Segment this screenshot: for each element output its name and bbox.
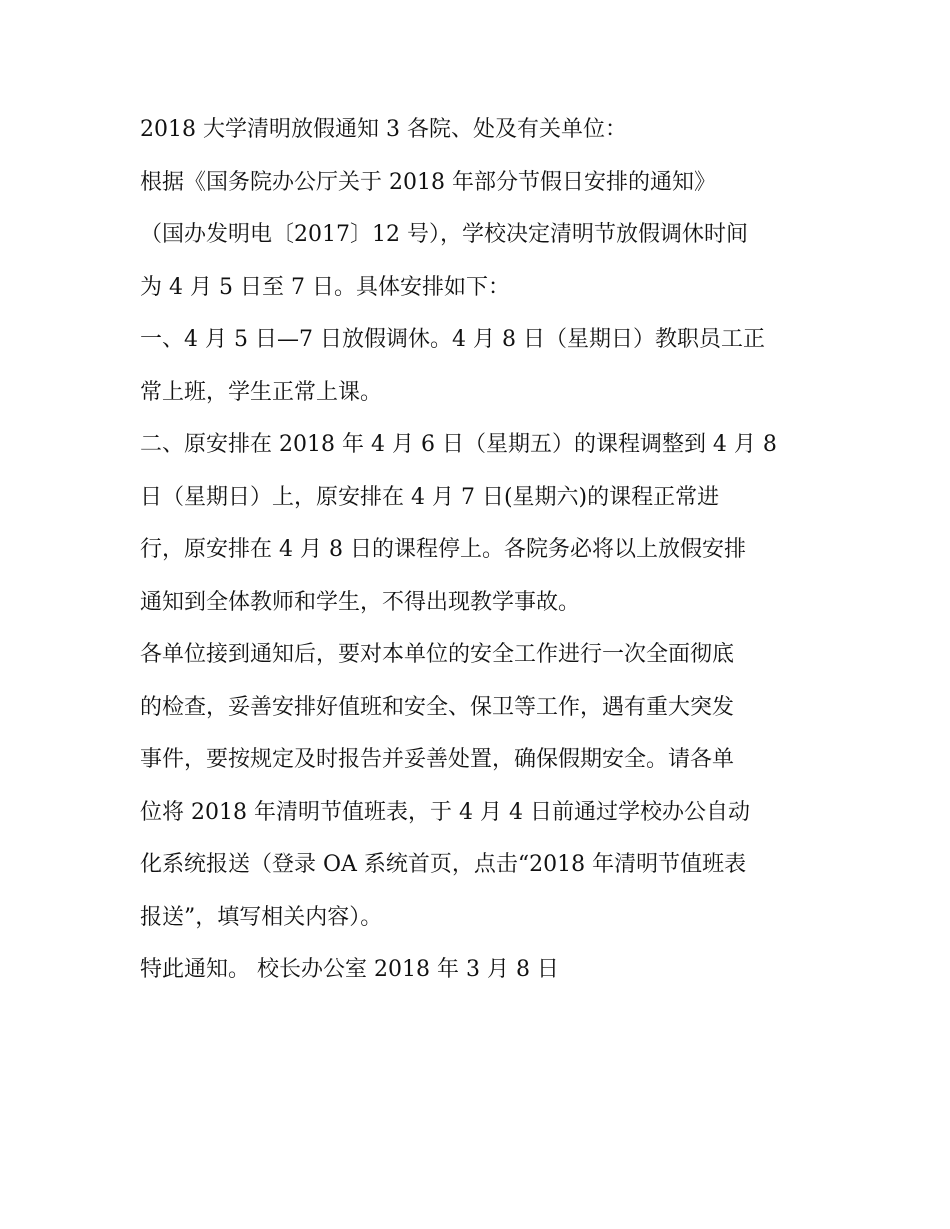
doc-line: 为 4 月 5 日至 7 日。具体安排如下：: [140, 274, 510, 300]
doc-line: 根据《国务院办公厅关于 2018 年部分节假日安排的通知》: [140, 169, 716, 195]
doc-line: 常上班，学生正常上课。: [140, 379, 383, 405]
doc-line: 报送”，填写相关内容）。: [140, 904, 383, 930]
doc-line: 事件，要按规定及时报告并妥善处置，确保假期安全。请各单: [140, 747, 735, 772]
doc-line-title: 2018 大学清明放假通知 3 各院、处及有关单位：: [140, 117, 627, 142]
doc-line: 二、原安排在 2018 年 4 月 6 日（星期五）的课程调整到 4 月 8: [140, 432, 777, 457]
document-body: [140, 108, 820, 1001]
doc-line: 日（星期日）上，原安排在 4 月 7 日(星期六)的课程正常进: [140, 484, 720, 510]
doc-line: 化系统报送（登录 OA 系统首页，点击“2018 年清明节值班表: [140, 852, 747, 877]
doc-line: 位将 2018 年清明节值班表，于 4 月 4 日前通过学校办公自动: [140, 799, 750, 825]
doc-line: （国办发明电〔2017〕12 号），学校决定清明节放假调休时间: [140, 222, 748, 247]
doc-line: 行，原安排在 4 月 8 日的课程停上。各院务必将以上放假安排: [140, 537, 746, 562]
doc-line: 通知到全体教师和学生，不得出现教学事故。: [140, 589, 581, 615]
doc-line: 一、4 月 5 日—7 日放假调休。4 月 8 日（星期日）教职员工正: [140, 327, 765, 352]
doc-line: 的检查，妥善安排好值班和安全、保卫等工作，遇有重大突发: [140, 694, 735, 720]
doc-line-signature: 特此通知。 校长办公室 2018 年 3 月 8 日: [140, 957, 559, 982]
doc-line: 各单位接到通知后，要对本单位的安全工作进行一次全面彻底: [140, 642, 735, 667]
